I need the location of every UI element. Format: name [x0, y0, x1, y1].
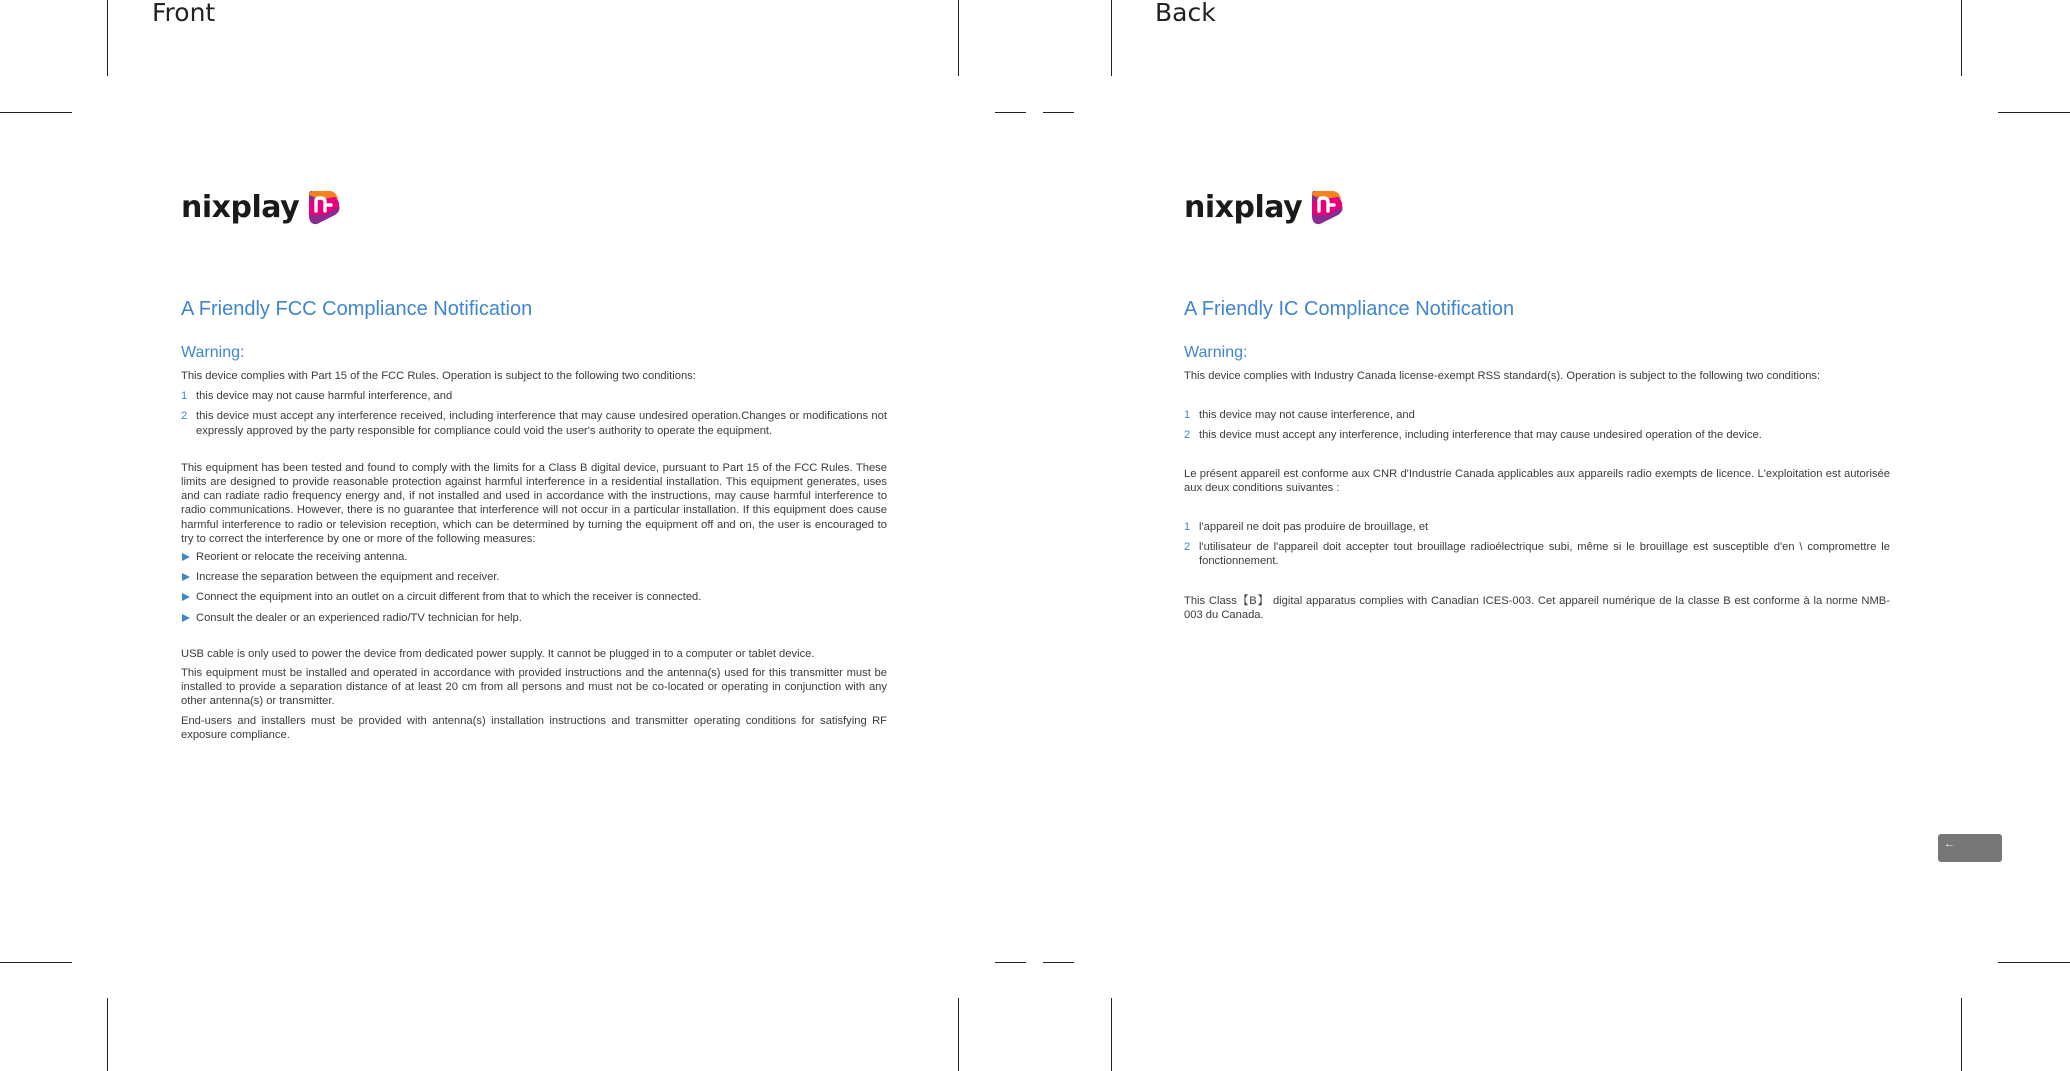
nixplay-logo-icon [1308, 187, 1346, 227]
ic-body [1184, 369, 1890, 622]
crop-mark [107, 0, 108, 76]
measure-item [181, 570, 887, 584]
measure-item [181, 550, 887, 564]
crop-mark [1111, 998, 1112, 1071]
crop-mark [958, 998, 959, 1071]
nixplay-logo-icon [305, 187, 343, 227]
back-label: Back [1155, 0, 1216, 27]
fcc-rf-exposure-paragraph: End-users and installers must be provided with antenna(s) installation instructions and transmitter operating conditions for satisfying RF exposure compliance. [181, 714, 887, 741]
measure-item [181, 590, 887, 604]
measure-text: Consult the dealer or an experienced radio/TV technician for help. [196, 611, 522, 624]
ic-title: A Friendly IC Compliance Notification [1184, 298, 1515, 320]
ic-ices-paragraph: This Class【B】 digital apparatus complies with Canadian ICES-003. Cet appareil numérique de la classe B est conforme à la norme NMB-003 du Canada. [1184, 594, 1890, 621]
crop-mark [1998, 962, 2070, 963]
fcc-separation-paragraph: This equipment must be installed and operated in accordance with provided instructions and the antenna(s) used for this transmitter must be installed to provide a separation distance of at least 20 cm from all persons and must not be co-located or operating in conjunction with any other antenna(s) or transmitter. [181, 667, 887, 708]
ic-french-condition-item [1184, 540, 1890, 568]
crop-mark [1961, 998, 1962, 1071]
tab-arrow: ← [1944, 838, 1955, 850]
fcc-condition-item [181, 409, 887, 437]
crop-mark [1111, 0, 1112, 76]
measure-item [181, 611, 887, 625]
condition-number: 2 [1184, 429, 1191, 442]
condition-text: l'utilisateur de l'appareil doit accepter tout brouillage radioélectrique subi, même si le brouillage est susceptible d'en \ compromettre le fonctionnement. [1199, 541, 1890, 568]
brand-name: nixplay [181, 189, 300, 225]
ic-warning-label: Warning: [1184, 344, 1248, 361]
crop-mark [958, 0, 959, 76]
measure-text: Increase the separation between the equipment and receiver. [196, 571, 500, 584]
ic-intro: This device complies with Industry Canada license-exempt RSS standard(s). Operation is subject to the following two conditions: [1184, 370, 1821, 382]
crop-mark [1961, 0, 1962, 76]
condition-number: 1 [181, 390, 188, 403]
fcc-body [181, 369, 887, 742]
front-logo [181, 186, 343, 228]
fcc-condition-item [181, 389, 887, 403]
front-label: Front [152, 0, 216, 27]
crop-mark [1043, 962, 1074, 963]
condition-text: l'appareil ne doit pas produire de brouillage, et [1199, 521, 1429, 534]
page-tab[interactable] [1938, 834, 2002, 862]
back-logo [1184, 186, 1346, 228]
measure-text: Connect the equipment into an outlet on a circuit different from that to which the receiver is connected. [196, 591, 702, 604]
crop-mark [0, 962, 72, 963]
crop-mark [1043, 112, 1074, 113]
bullet-triangle-icon [182, 593, 190, 601]
ic-french-condition-item [1184, 520, 1890, 534]
crop-mark [0, 112, 72, 113]
measure-text: Reorient or relocate the receiving antenna. [196, 551, 408, 564]
condition-number: 1 [1184, 521, 1191, 534]
ic-french-intro: Le présent appareil est conforme aux CNR d'Industrie Canada applicables aux appareils radio exempts de licence. L'exploitation est autorisée aux deux conditions suivantes : [1184, 467, 1890, 494]
fcc-warning-label: Warning: [181, 344, 245, 361]
condition-text: this device must accept any interference received, including interference that may cause undesired operation.Changes or modifications not expressly approved by the party responsible for compliance could void the user's authority to operate the equipment. [196, 410, 887, 437]
ic-condition-item [1184, 408, 1890, 422]
crop-mark [995, 112, 1026, 113]
condition-text: this device may not cause harmful interference, and [196, 390, 453, 403]
brand-name: nixplay [1184, 189, 1303, 225]
fcc-title: A Friendly FCC Compliance Notification [181, 298, 533, 320]
bullet-triangle-icon [182, 614, 190, 622]
fcc-intro: This device complies with Part 15 of the FCC Rules. Operation is subject to the following two conditions: [181, 370, 696, 382]
fcc-class-b-paragraph: This equipment has been tested and found to comply with the limits for a Class B digital device, pursuant to Part 15 of the FCC Rules. These limits are designed to provide reasonable protection against harmful interference in a residential installation. This equipment generates, uses and can radiate radio frequency energy and, if not installed and used in accordance with the instructions, may cause harmful interference to radio communications. However, there is no guarantee that interference will not occur in a particular installation. If this equipment does cause harmful interference to radio or television reception, which can be determined by turning the equipment off and on, the user is encouraged to try to correct the interference by one or more of the following measures: [181, 461, 887, 545]
condition-number: 2 [1184, 541, 1191, 554]
condition-text: this device must accept any interference, including interference that may cause undesired operation of the device. [1199, 429, 1762, 442]
bullet-triangle-icon [182, 573, 190, 581]
ic-condition-item [1184, 428, 1890, 442]
condition-number: 2 [181, 410, 188, 423]
crop-mark [995, 962, 1026, 963]
condition-text: this device may not cause interference, and [1199, 409, 1415, 422]
crop-mark [107, 998, 108, 1071]
crop-mark [1998, 112, 2070, 113]
fcc-usb-note: USB cable is only used to power the device from dedicated power supply. It cannot be plugged in to a computer or tablet device. [181, 647, 815, 660]
condition-number: 1 [1184, 409, 1191, 422]
bullet-triangle-icon [182, 553, 190, 561]
